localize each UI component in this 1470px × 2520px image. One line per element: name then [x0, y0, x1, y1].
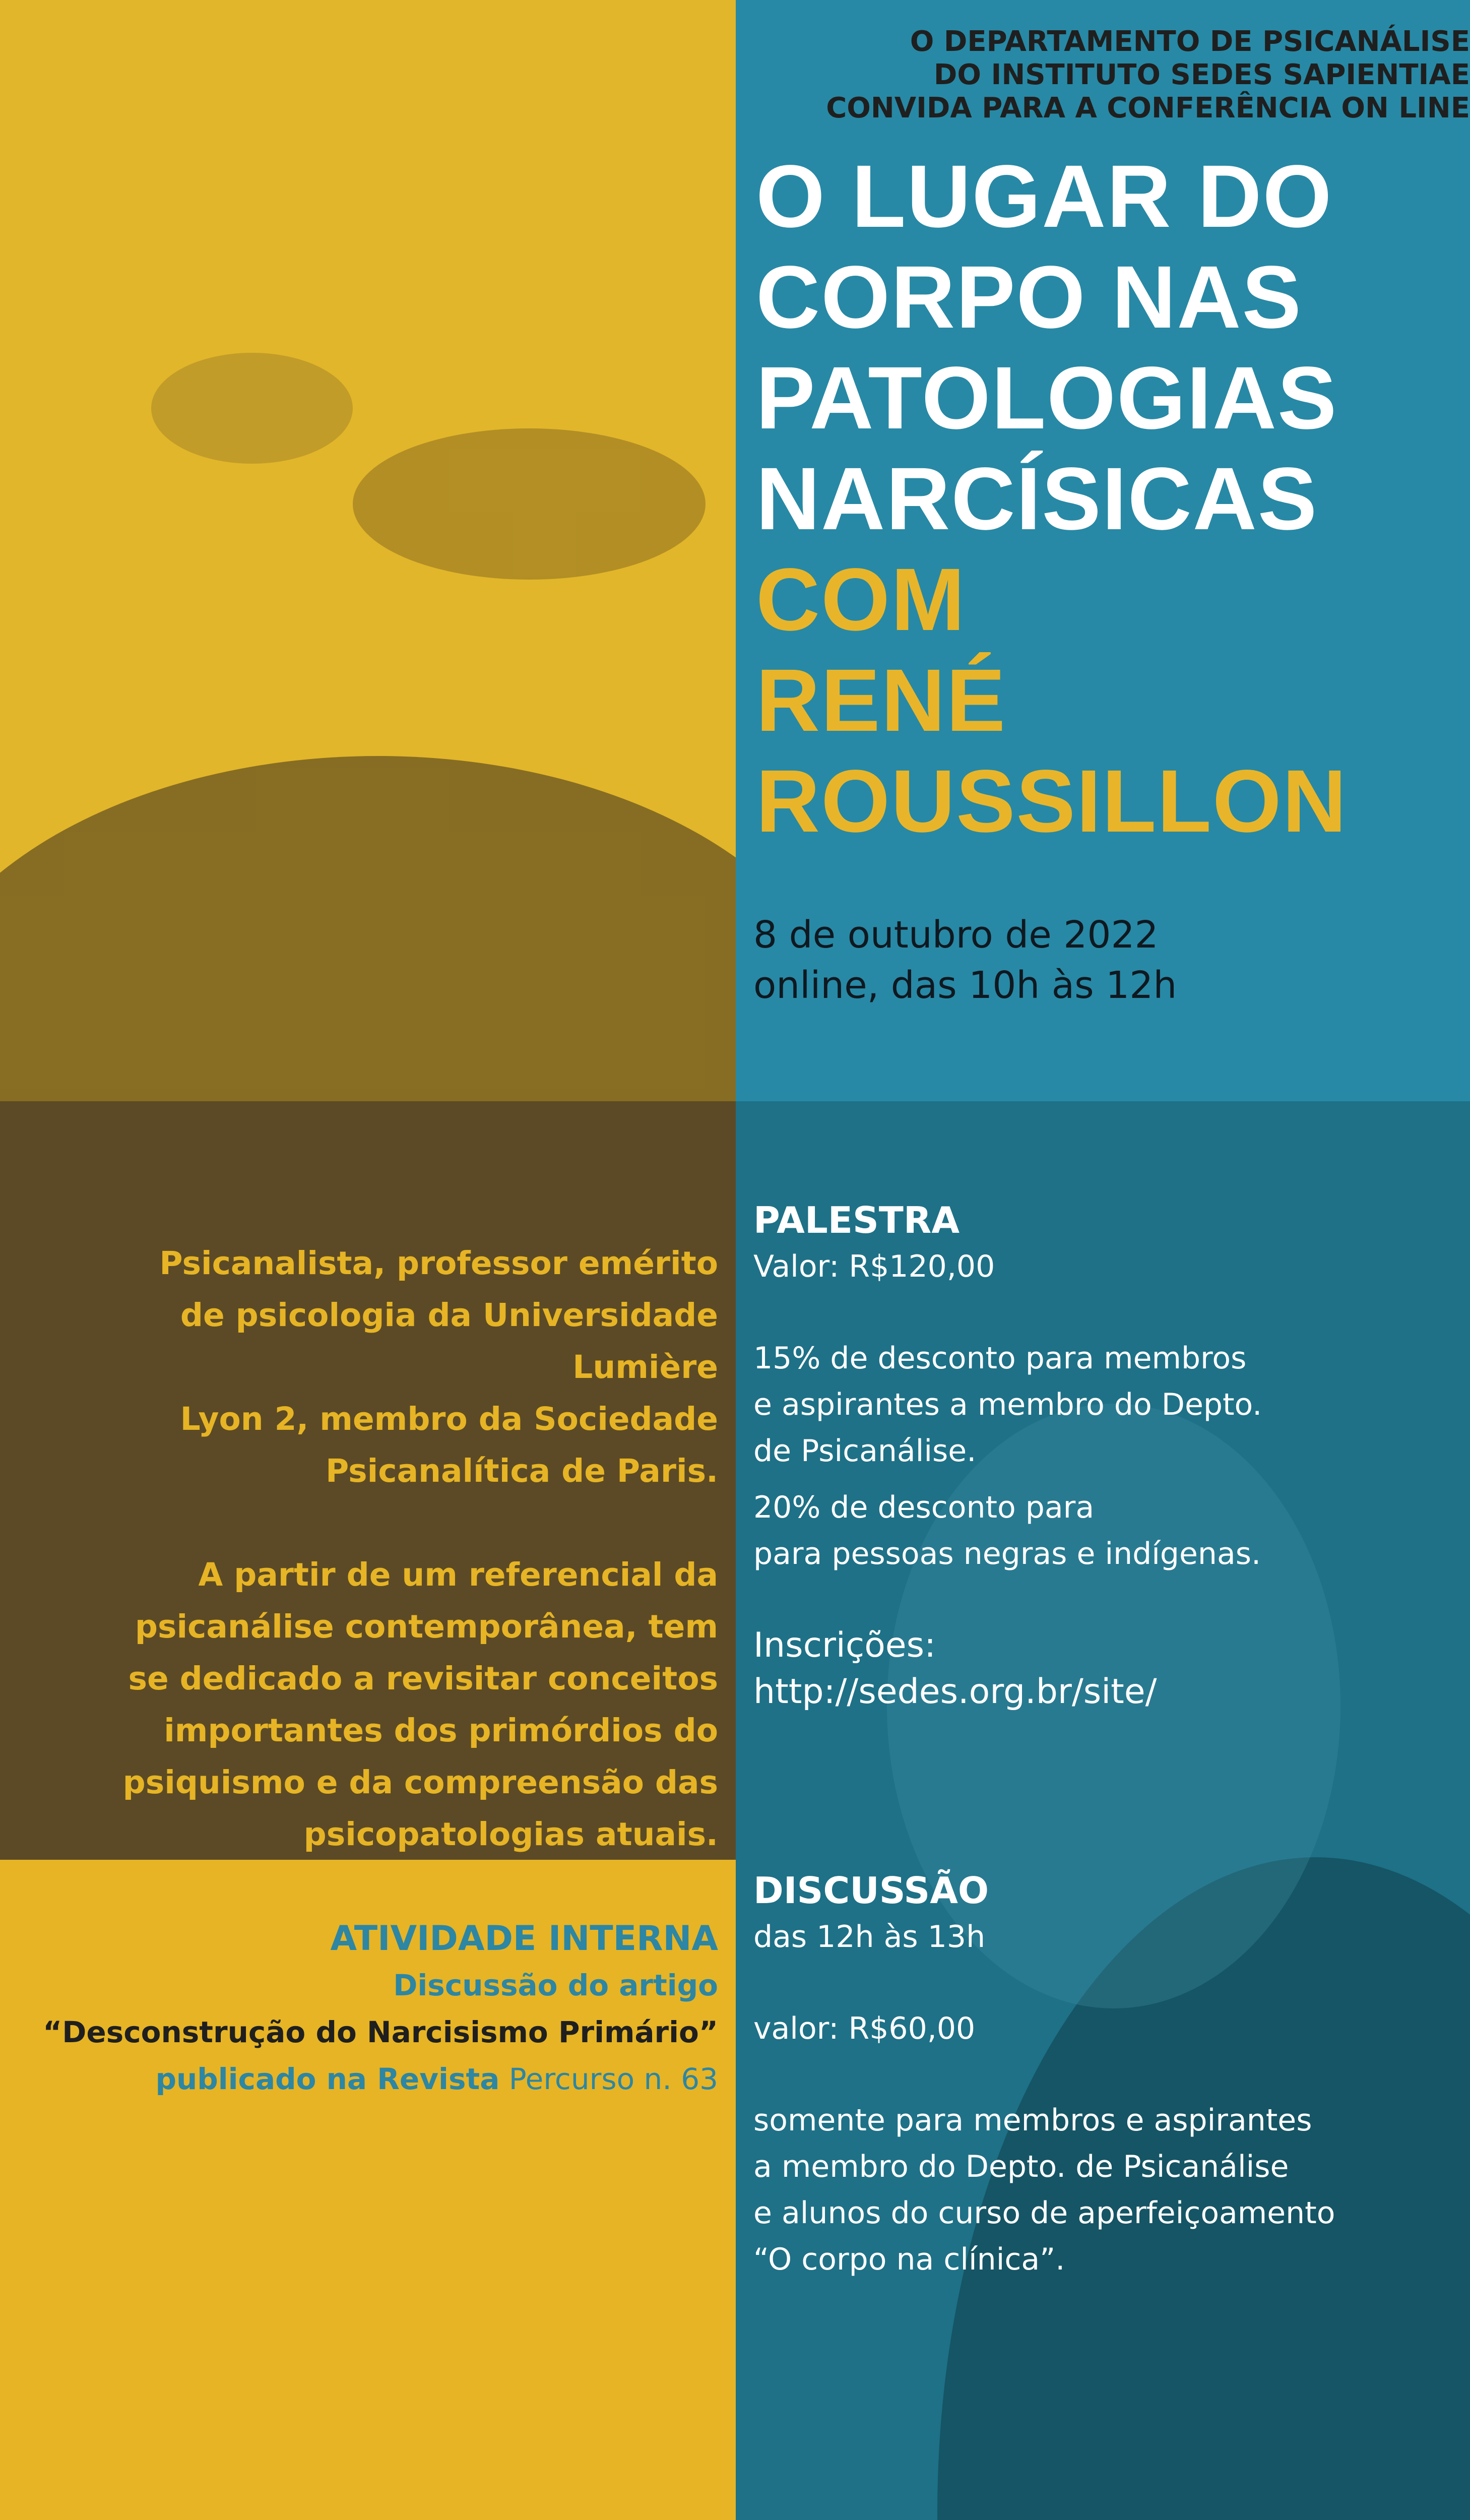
bio-line: A partir de um referencial da [198, 1556, 718, 1593]
invite-line: CONVIDA PARA A CONFERÊNCIA ON LINE [826, 92, 1470, 124]
speaker-line: COM [756, 550, 966, 649]
article-title: “Desconstrução do Narcisismo Primário” [43, 2015, 718, 2049]
title-line: PATOLOGIAS [756, 349, 1338, 448]
signup-link[interactable]: http://sedes.org.br/site/ [753, 1672, 1157, 1712]
audience-text: “O corpo na clínica”. [753, 2242, 1065, 2277]
event-time: online, das 10h às 12h [753, 964, 1177, 1007]
event-datetime [753, 910, 1177, 1011]
bio-line: psicopatologias atuais. [303, 1816, 718, 1853]
invite-line: DO INSTITUTO SEDES SAPIENTIAE [933, 58, 1470, 91]
internal-heading: ATIVIDADE INTERNA [330, 1919, 718, 1959]
bio-line: Psicanalista, professor emérito [159, 1245, 718, 1282]
bio-line: de psicologia da Universidade Lumière [180, 1297, 718, 1385]
bio-line: Psicanalítica de Paris. [326, 1453, 718, 1489]
event-title [756, 146, 1451, 549]
palestra-heading: PALESTRA [753, 1199, 960, 1241]
internal-line: Discussão do artigo [393, 1968, 718, 2002]
speaker-line: ROUSSILLON [756, 752, 1348, 851]
speaker-name [756, 549, 1451, 852]
invitation-text [775, 25, 1470, 125]
discount-text: 15% de desconto para membros [753, 1341, 1247, 1376]
bio-line: se dedicado a revisitar conceitos [128, 1660, 718, 1697]
speaker-bio [30, 1237, 718, 1860]
portrait-panel-top [0, 0, 736, 1101]
audience-text: a membro do Depto. de Psicanálise [753, 2149, 1289, 2184]
discount-text: para pessoas negras e indígenas. [753, 1536, 1261, 1571]
discount-text: e aspirantes a membro do Depto. [753, 1387, 1262, 1422]
title-line: O LUGAR DO [756, 147, 1333, 246]
event-date: 8 de outubro de 2022 [753, 913, 1159, 957]
bio-line: psicanálise contemporânea, tem [135, 1608, 718, 1645]
invite-line: O DEPARTAMENTO DE PSICANÁLISE [910, 25, 1470, 58]
discussao-heading: DISCUSSÃO [753, 1869, 989, 1912]
discussao-section [753, 1867, 1449, 2283]
journal-name: Percurso n. 63 [499, 2062, 718, 2096]
bio-line: psiquismo e da compreensão das [122, 1764, 718, 1801]
signup-label: Inscrições: [753, 1625, 936, 1665]
discount-text: 20% de desconto para [753, 1490, 1095, 1525]
discussao-price: valor: R$60,00 [753, 2011, 976, 2046]
published-text: publicado na Revista [155, 2062, 500, 2096]
title-line: NARCÍSICAS [756, 450, 1318, 548]
audience-text: e alunos do curso de aperfeiçoamento [753, 2195, 1335, 2231]
discussao-time: das 12h às 13h [753, 1919, 986, 1955]
palestra-section [753, 1197, 1449, 1715]
audience-text: somente para membros e aspirantes [753, 2103, 1312, 2138]
internal-activity [30, 1915, 718, 2103]
title-line: CORPO NAS [756, 248, 1302, 347]
speaker-line: RENÉ [756, 651, 1006, 750]
bio-line: Lyon 2, membro da Sociedade [180, 1401, 718, 1437]
bio-line: importantes dos primórdios do [164, 1712, 718, 1749]
palestra-price: Valor: R$120,00 [753, 1249, 995, 1284]
discount-text: de Psicanálise. [753, 1433, 977, 1469]
